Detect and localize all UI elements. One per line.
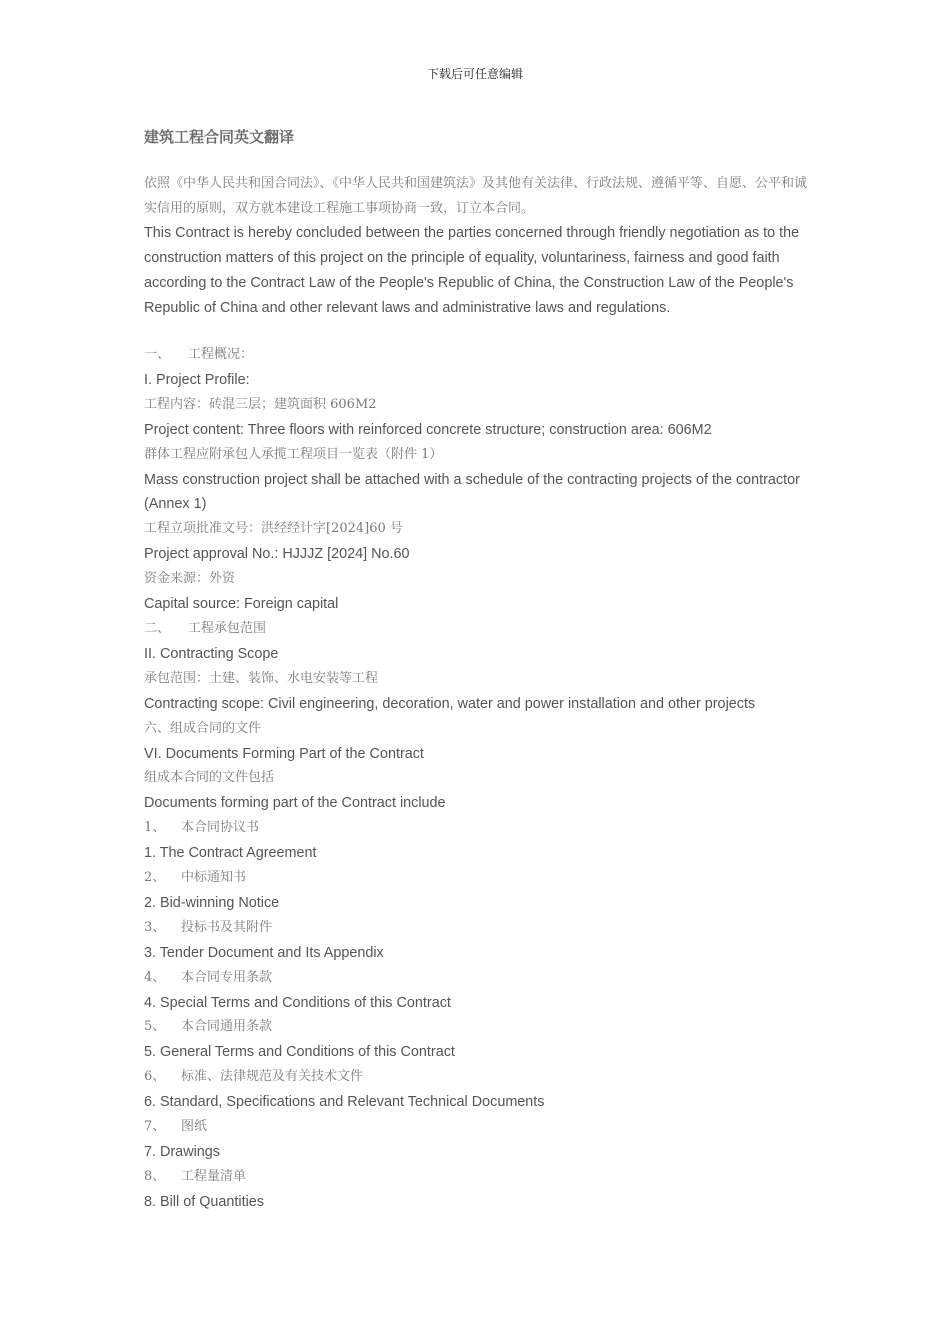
document-item-zh [144, 966, 808, 991]
document-item-en: 6. Standard, Specifications and Relevant Technical Documents [144, 1094, 545, 1111]
document-item-label-zh: 本合同协议书 [181, 820, 260, 836]
contracting-scope-zh: 承包范围：土建、装饰、水电安装等工程 [144, 670, 379, 686]
document-item-en: 2. Bid-winning Notice [144, 894, 280, 911]
document-item-zh [144, 1115, 808, 1140]
document-item-label-zh: 本合同通用条款 [181, 1019, 273, 1035]
documents-intro-en: Documents forming part of the Contract include [144, 795, 446, 812]
section-1-heading-zh [144, 343, 808, 368]
section-6-heading-zh: 六、组成合同的文件 [144, 720, 262, 736]
section-2-heading-zh [144, 617, 808, 642]
project-content-en: Project content: Three floors with reinforced concrete structure; construction area: 606M2 [144, 421, 712, 438]
mass-project-zh: 群体工程应附承包人承揽工程项目一览表（附件 1） [144, 446, 443, 462]
section-6-heading-en: VI. Documents Forming Part of the Contract [144, 745, 424, 762]
document-item-zh [144, 1015, 808, 1040]
document-item-zh [144, 866, 808, 891]
document-item-number: 2、 [144, 870, 166, 886]
document-item-zh [144, 1065, 808, 1090]
intro-chinese: 依照《中华人民共和国合同法》、《中华人民共和国建筑法》及其他有关法律、行政法规、遵循平等、自愿、公平和诚实信用的原则，双方就本建设工程施工事项协商一致，订立本合同。 [144, 176, 808, 216]
page-header: 下载后可任意编辑 [426, 67, 523, 81]
documents-intro-zh: 组成本合同的文件包括 [144, 770, 275, 786]
document-item-en: 7. Drawings [144, 1144, 220, 1160]
document-item-number: 4、 [144, 969, 166, 985]
document-item-number: 3、 [144, 919, 166, 935]
contracting-scope-en: Contracting scope: Civil engineering, decoration, water and power installation and other projects [144, 695, 756, 712]
document-item-number: 7、 [144, 1119, 166, 1135]
intro-english: This Contract is hereby concluded between the parties concerned through friendly negotiation as to the construction matters of this project on the principle of equality, voluntariness, fairness and good faith according to the Contract Law of the People's Republic of China, the Construction Law of the People's Republic of China and other relevant laws and administrative laws and regulations. [144, 225, 800, 316]
approval-number-en: Project approval No.: HJJJZ [2024] No.60 [144, 546, 410, 563]
section-2-heading-en: II. Contracting Scope [144, 645, 279, 662]
document-item-label-zh: 工程量清单 [181, 1168, 247, 1184]
document-item-label-zh: 中标通知书 [181, 870, 247, 886]
section-1-heading-en: I. Project Profile: [144, 371, 250, 388]
section-1-number: 一、 [144, 347, 171, 362]
document-item-label-zh: 本合同专用条款 [181, 969, 273, 985]
contract-body [144, 343, 808, 1215]
document-title: 建筑工程合同英文翻译 [144, 128, 295, 146]
intro-paragraph [144, 171, 808, 321]
document-item-label-zh: 投标书及其附件 [181, 919, 273, 935]
document-item-en: 1. The Contract Agreement [144, 845, 317, 862]
project-content-zh: 工程内容：砖混三层；建筑面积 606M2 [144, 396, 377, 412]
section-2-title-zh: 工程承包范围 [188, 620, 267, 636]
document-item-zh [144, 916, 808, 941]
approval-number-zh: 工程立项批准文号：洪经经计字[2024]60 号 [144, 521, 403, 537]
document-item-zh [144, 816, 808, 841]
mass-project-en: Mass construction project shall be attached with a schedule of the contracting projects of the contractor (Annex 1) [144, 471, 800, 513]
document-item-label-zh: 标准、法律规范及有关技术文件 [181, 1069, 364, 1085]
document-item-en: 5. General Terms and Conditions of this Contract [144, 1044, 455, 1061]
document-item-en: 3. Tender Document and Its Appendix [144, 944, 384, 961]
document-item-label-zh: 图纸 [181, 1119, 208, 1135]
document-item-number: 6、 [144, 1069, 166, 1085]
section-2-number: 二、 [144, 620, 171, 636]
section-1-title-zh: 工程概况： [188, 347, 254, 362]
document-item-number: 5、 [144, 1019, 166, 1035]
document-item-en: 4. Special Terms and Conditions of this Contract [144, 994, 451, 1011]
capital-source-en: Capital source: Foreign capital [144, 596, 339, 613]
document-item-number: 8、 [144, 1168, 166, 1184]
document-item-en: 8. Bill of Quantities [144, 1193, 264, 1210]
document-item-number: 1、 [144, 820, 166, 836]
document-item-zh [144, 1165, 808, 1190]
capital-source-zh: 资金来源：外资 [144, 571, 236, 587]
